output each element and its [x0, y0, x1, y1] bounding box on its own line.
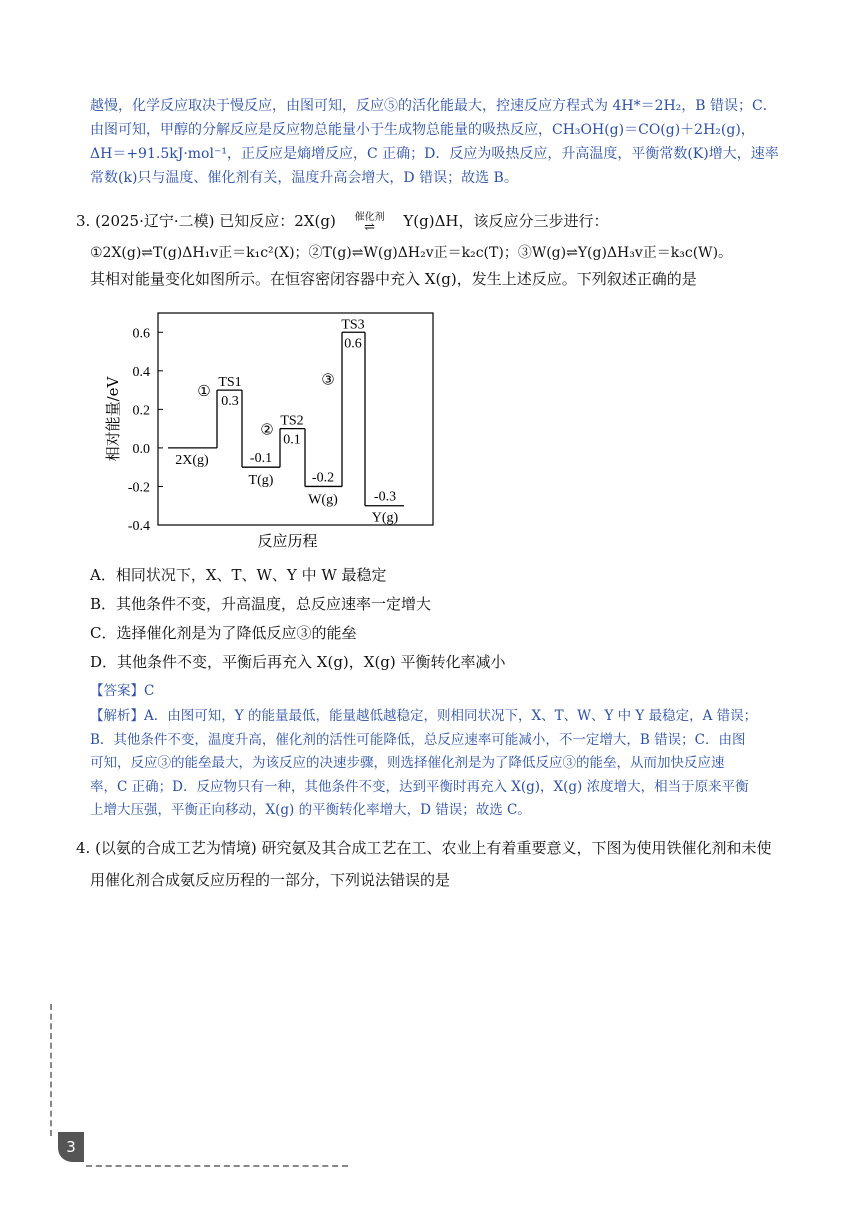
previous-solution — [90, 94, 810, 190]
analysis-line: 可知，反应③的能垒最大，为该反应的决速步骤，则选择催化剂是为了降低反应③的能垒，从而加快反应速 — [90, 755, 725, 771]
energy-value-label: 0.1 — [283, 432, 301, 448]
y-tick-label: 0.4 — [132, 364, 150, 380]
question-4-line: 4. (以氨的合成工艺为情境) 研究氨及其合成工艺在工、农业上有着重要意义，下图为使用铁催化剂和未使 — [76, 839, 772, 857]
answer-label: 【答案】 — [90, 683, 144, 699]
analysis-line: 【解析】A．由图可知，Y 的能量最低，能量越低越稳定，则相同状况下，X、T、W、Y 中 Y 最稳定，A 错误； — [90, 708, 758, 724]
option-d: D．其他条件不变，平衡后再充入 X(g)，X(g) 平衡转化率减小 — [90, 653, 506, 671]
y-tick-label: -0.2 — [127, 480, 150, 496]
option-a: A．相同状况下，X、T、W、Y 中 W 最稳定 — [90, 566, 387, 584]
question-4-line: 用催化剂合成氨反应历程的一部分，下列说法错误的是 — [90, 871, 451, 889]
species-label: TS1 — [218, 375, 242, 391]
y-axis-label: 相对能量/eV — [104, 376, 122, 462]
energy-value-label: -0.2 — [311, 470, 335, 486]
step-label-3: ③ — [321, 370, 335, 389]
species-label: TS3 — [341, 317, 365, 333]
x-axis-label: 反应历程 — [257, 532, 318, 550]
y-tick-label: 0.6 — [132, 326, 150, 342]
question-3-line1: 3. (2025·辽宁·二模) 已知反应：2X(g) 催化剂 ⇌ Y(g)ΔH，该反应分三步进行： — [76, 211, 609, 235]
analysis-line: B．其他条件不变，温度升高，催化剂的活性可能降低，总反应速率可能减小，不一定增大，B 错误；C．由图 — [90, 731, 746, 748]
catalyst-arrow — [341, 212, 399, 233]
species-label: TS2 — [280, 413, 304, 429]
solution-line: 常数(k)只与温度、催化剂有关，温度升高会增大，D 错误；故选 B。 — [90, 170, 518, 186]
equilibrium-arrow-icon: ⇌ — [364, 219, 376, 235]
species-label: 2X(g) — [175, 452, 209, 468]
question-3-stem — [76, 208, 816, 292]
y-tick-label: 0.0 — [132, 441, 150, 457]
catalyst-label: 催化剂 — [354, 211, 385, 223]
answer — [90, 680, 810, 704]
option-c: C．选择催化剂是为了降低反应③的能垒 — [90, 624, 357, 642]
solution-line: ΔH＝+91.5kJ·mol⁻¹，正反应是熵增反应，C 正确；D．反应为吸热反应，升高温度，平衡常数(K)增大，速率 — [90, 146, 779, 162]
y-tick-label: -0.4 — [127, 519, 150, 534]
solution-line: 由图可知，甲醇的分解反应是反应物总能量小于生成物总能量的吸热反应，CH₃OH(g)＝CO(g)＋2H₂(g)， — [90, 122, 755, 138]
analysis-line: 率，C 正确；D．反应物只有一种，其他条件不变，达到平衡时再充入 X(g)，X(g) 浓度增大，相当于原来平衡 — [90, 778, 749, 795]
species-label: T(g) — [248, 473, 274, 489]
y-tick-label: 0.2 — [132, 403, 150, 419]
analysis-line: 上增大压强，平衡正向移动，X(g) 的平衡转化率增大，D 错误；故选 C。 — [90, 802, 531, 818]
energy-value-label: -0.3 — [373, 489, 397, 505]
option-b: B．其他条件不变，升高温度，总反应速率一定增大 — [90, 595, 432, 613]
energy-profile-chart — [100, 305, 440, 550]
species-label: W(g) — [308, 492, 338, 508]
energy-value-label: -0.1 — [249, 451, 273, 467]
answer-value: C — [144, 683, 155, 699]
energy-value-label: 0.3 — [221, 394, 239, 410]
page-number: 3 — [58, 1132, 84, 1162]
margin-dash-vertical — [50, 1004, 52, 1136]
margin-dash-horizontal — [86, 1165, 348, 1167]
energy-value-label: 0.6 — [344, 336, 362, 352]
question-4-stem — [76, 835, 816, 893]
solution-line: 越慢，化学反应取决于慢反应，由图可知，反应⑤的活化能最大，控速反应方程式为 4H*＝2H₂，B 错误；C． — [90, 98, 777, 114]
step-label-2: ② — [260, 420, 274, 439]
question-3-line3: 其相对能量变化如图所示。在恒容密闭容器中充入 X(g)，发生上述反应。下列叙述正确的是 — [90, 270, 697, 288]
species-label: Y(g) — [371, 510, 399, 526]
analysis — [90, 705, 810, 823]
step-label-1: ① — [197, 381, 211, 400]
question-3-line2: ①2X(g)⇌T(g)ΔH₁v正＝k₁c²(X)；②T(g)⇌W(g)ΔH₂v正＝k₂c(T)；③W(g)⇌Y(g)ΔH₃v正＝k₃c(W)。 — [90, 245, 733, 261]
